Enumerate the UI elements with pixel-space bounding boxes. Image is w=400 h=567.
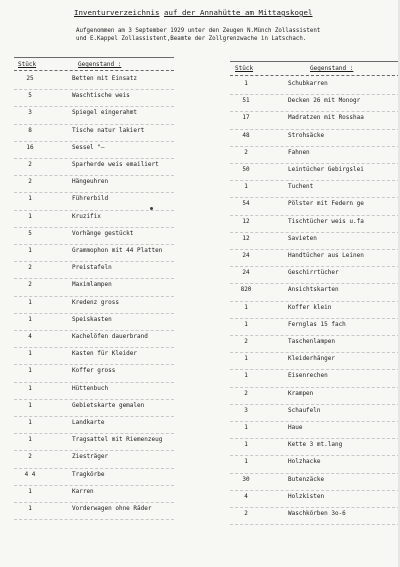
left-row-item: Kredenz gross (72, 298, 119, 306)
left-row-item: Gebietskarte gemalen (72, 401, 145, 409)
right-row-item: Schaufeln (288, 406, 321, 414)
left-row-divider (14, 450, 174, 451)
left-row-divider (14, 347, 174, 348)
left-row-divider (14, 106, 174, 107)
right-row-count: 51 (242, 97, 250, 105)
right-row-item: Decken 26 mit Monogr (288, 97, 361, 105)
right-row-divider (230, 507, 400, 508)
left-row-divider (14, 433, 174, 434)
right-row-item: Krampen (288, 389, 314, 397)
left-row-divider (14, 485, 174, 486)
left-row-divider (14, 261, 174, 262)
left-row-divider (14, 89, 174, 90)
left-row-count: 1 (28, 315, 32, 323)
right-row-divider (230, 473, 400, 474)
right-row-count: 1 (244, 458, 248, 466)
right-row-count: 30 (242, 475, 250, 483)
left-row-item: Hüttenbuch (72, 384, 109, 392)
right-row-divider (230, 283, 400, 284)
left-row-divider (14, 468, 174, 469)
left-row-item: Sessel "– (72, 143, 105, 151)
left-row-item: Sparherde weis emailiert (72, 161, 159, 168)
right-header-item: Gegenstand : (310, 65, 354, 72)
left-row-item: Waschtische weis (72, 92, 130, 100)
left-row-item: Ziesträger (72, 453, 109, 461)
right-row-item: Tischtücher weis u.fa (288, 217, 364, 225)
right-row-item: Butenzäcke (288, 475, 325, 483)
right-row-divider (230, 318, 400, 319)
right-header-rule-top (230, 61, 400, 62)
subtitle-line-1: Aufgenommen am 3 September 1929 unter den Zeugen N.Münch Zollassistent (76, 28, 321, 34)
right-row-count: 1 (244, 80, 248, 87)
left-row-item: Spiegel eingerahmt (72, 109, 138, 117)
left-row-divider (14, 416, 174, 417)
left-row-item: Speiskasten (72, 315, 112, 323)
left-row-divider (14, 244, 174, 245)
right-row-count: 4 (244, 492, 248, 500)
left-row-item: Grammophon mit 44 Platten (72, 247, 163, 254)
right-row-item: Holzkisten (288, 492, 325, 500)
right-row-count: 1 (244, 441, 248, 449)
right-row-divider (230, 524, 400, 525)
right-row-divider (230, 404, 400, 405)
left-row-count: 5 (28, 229, 32, 237)
left-row-item: Hängeuhren (72, 178, 109, 186)
left-header-rule-top (14, 57, 174, 58)
left-row-count: 1 (28, 298, 32, 306)
left-row-divider (14, 502, 174, 503)
right-row-count: 12 (242, 217, 250, 225)
left-header-count: Stück (18, 61, 37, 68)
left-row-divider (14, 141, 174, 142)
left-row-item: Koffer gross (72, 367, 116, 375)
right-row-divider (230, 180, 400, 181)
right-row-item: Strohsäcke (288, 131, 325, 139)
right-row-item: Geschirrtücher (288, 269, 339, 277)
right-row-divider (230, 421, 400, 422)
left-row-count: 1 (28, 195, 32, 203)
right-row-item: Savieten (288, 234, 317, 242)
right-row-item: Ansichtskarten (288, 286, 339, 294)
right-row-divider (230, 387, 400, 388)
left-row-count: 8 (28, 126, 32, 134)
right-row-divider (230, 490, 400, 491)
right-row-count: 1 (244, 372, 248, 380)
title-part-2: auf der Annahütte am Mittagskogel (164, 8, 313, 17)
left-row-item: Preistafeln (72, 264, 112, 272)
left-row-count: 2 (28, 264, 32, 272)
right-row-count: 2 (244, 510, 248, 517)
left-row-item: Landkarte (72, 419, 105, 426)
right-row-divider (230, 146, 400, 147)
left-row-count: 25 (26, 75, 34, 82)
right-row-count: 820 (240, 286, 252, 294)
right-row-item: Holzhacke (288, 458, 321, 466)
right-row-item: Haue (288, 424, 303, 431)
right-row-count: 1 (244, 320, 248, 328)
right-row-count: 12 (242, 234, 250, 242)
right-row-item: Waschkörben 3o-6 (288, 510, 346, 517)
left-row-count: 1 (28, 384, 32, 392)
right-row-count: 2 (244, 389, 248, 397)
right-header-rule-bottom (230, 75, 400, 76)
left-row-divider (14, 313, 174, 314)
right-row-divider (230, 249, 400, 250)
right-row-divider (230, 352, 400, 353)
right-row-count: 2 (244, 148, 248, 156)
right-row-item: Pölster mit Federn ge (288, 200, 364, 208)
left-row-divider (14, 399, 174, 400)
right-row-item: Kette 3 mt.lang (288, 441, 343, 449)
left-row-count: 1 (28, 367, 32, 375)
left-row-divider (14, 364, 174, 365)
left-row-item: Tische natur lakiert (72, 126, 145, 134)
right-row-count: 1 (244, 424, 248, 431)
right-row-count: 24 (242, 252, 250, 259)
right-row-divider (230, 438, 400, 439)
left-row-count: 4 (28, 333, 32, 340)
right-row-count: 3 (244, 406, 248, 414)
left-row-divider (14, 278, 174, 279)
left-row-divider (14, 175, 174, 176)
right-row-item: Fahnen (288, 148, 310, 156)
left-row-count: 1 (28, 436, 32, 444)
left-row-count: 2 (28, 281, 32, 289)
left-row-divider (14, 158, 174, 159)
right-row-divider (230, 232, 400, 233)
left-row-item: Kruzifix (72, 212, 101, 220)
left-row-count: 5 (28, 92, 32, 100)
left-row-count: 1 (28, 487, 32, 495)
right-row-divider (230, 94, 400, 95)
right-row-count: 1 (244, 183, 248, 191)
left-row-item: Karren (72, 487, 94, 495)
right-row-divider (230, 215, 400, 216)
left-header-rule-bottom (14, 70, 174, 71)
left-row-count: 1 (28, 212, 32, 220)
left-row-count: 2 (28, 453, 32, 461)
right-row-item: Taschenlampen (288, 338, 335, 345)
title-part-1: Inventurverzeichnis (74, 8, 160, 17)
left-row-divider (14, 227, 174, 228)
right-row-count: 17 (242, 114, 250, 122)
right-row-count: 54 (242, 200, 250, 208)
left-row-count: 16 (26, 143, 34, 151)
right-row-divider (230, 301, 400, 302)
right-row-divider (230, 197, 400, 198)
left-row-divider (14, 330, 174, 331)
right-row-count: 1 (244, 303, 248, 311)
left-row-count: 3 (28, 109, 32, 117)
left-row-item: Kasten für Kleider (72, 350, 138, 358)
left-header-item: Gegenstand : (78, 61, 122, 68)
left-row-divider (14, 382, 174, 383)
left-row-item: Kachelöfen dauerbrand (72, 333, 148, 340)
left-row-item: Führerbild (72, 195, 109, 203)
right-row-divider (230, 111, 400, 112)
right-row-divider (230, 163, 400, 164)
left-row-count: 1 (28, 247, 32, 254)
right-row-count: 2 (244, 338, 248, 345)
left-row-count: 4 4 (24, 470, 36, 478)
left-row-item: Betten mit Einsatz (72, 75, 138, 82)
left-row-count: 2 (28, 161, 32, 168)
right-row-divider (230, 369, 400, 370)
right-row-item: Leintücher Gebirgslei (288, 166, 364, 173)
left-row-divider (14, 296, 174, 297)
left-row-count: 2 (28, 178, 32, 186)
right-row-item: Koffer klein (288, 303, 332, 311)
right-row-count: 48 (242, 131, 250, 139)
left-row-item: Vorderwagen ohne Räder (72, 505, 152, 512)
left-row-count: 1 (28, 350, 32, 358)
left-row-item: Maximlampen (72, 281, 112, 289)
left-row-item: Tragsattel mit Riemenzeug (72, 436, 163, 444)
right-row-item: Tuchent (288, 183, 314, 191)
right-row-count: 1 (244, 355, 248, 363)
right-row-count: 24 (242, 269, 250, 277)
right-row-item: Eisenrechen (288, 372, 328, 380)
right-header-count: Stück (235, 65, 254, 72)
ink-spot (150, 207, 153, 210)
left-row-count: 1 (28, 419, 32, 426)
document-title (74, 8, 313, 17)
right-row-item: Fernglas 15 fach (288, 320, 346, 328)
right-row-item: Kleiderhänger (288, 355, 335, 363)
left-row-item: Tragkörbe (72, 470, 105, 478)
left-row-count: 1 (28, 401, 32, 409)
left-row-item: Vorhänge gestückt (72, 229, 134, 237)
left-row-divider (14, 124, 174, 125)
right-row-divider (230, 335, 400, 336)
left-row-count: 1 (28, 505, 32, 512)
right-row-count: 50 (242, 166, 250, 173)
right-row-divider (230, 129, 400, 130)
left-row-divider (14, 192, 174, 193)
subtitle-line-2: und E.Kappel Zollassistent,Beamte der Zollgrenzwache in Latschach. (76, 36, 307, 42)
right-row-item: Handtücher aus Leinen (288, 252, 364, 259)
right-row-item: Madratzen mit Rosshaa (288, 114, 364, 122)
right-row-divider (230, 455, 400, 456)
right-row-divider (230, 266, 400, 267)
right-row-item: Schubkarren (288, 80, 328, 87)
left-row-divider (14, 519, 174, 520)
